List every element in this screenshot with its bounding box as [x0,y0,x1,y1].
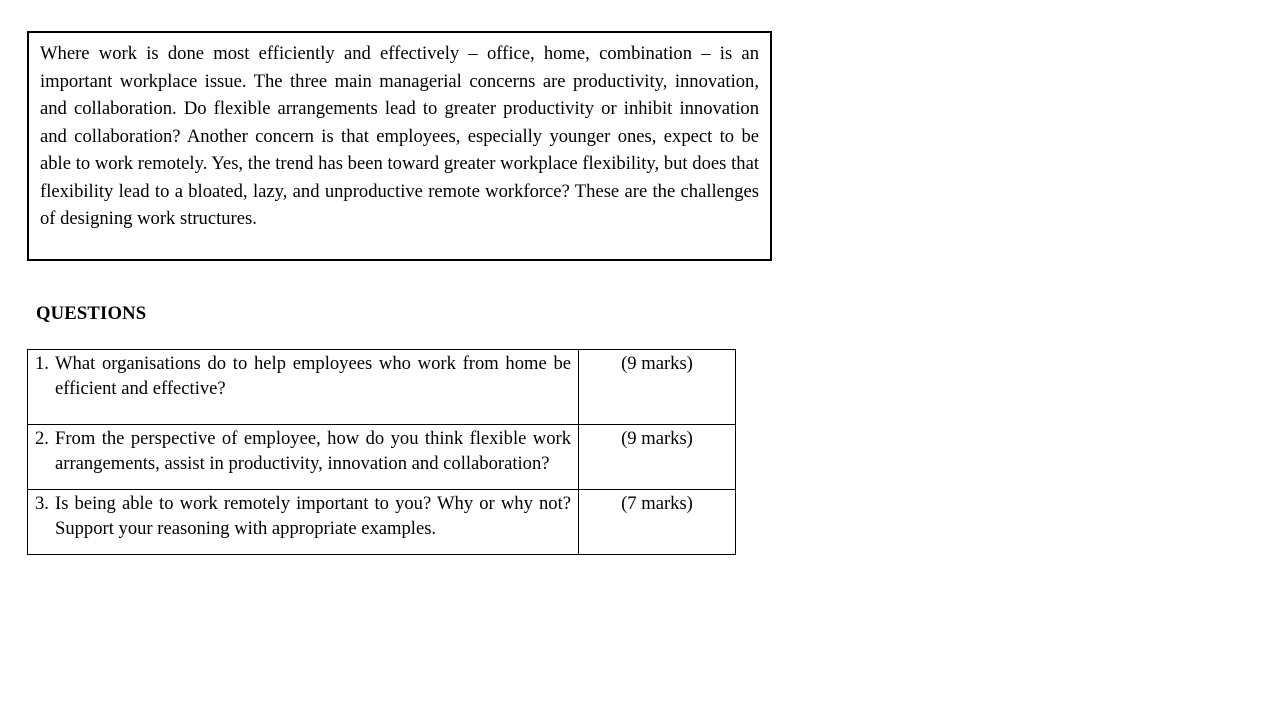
question-row [28,350,736,425]
question-text: What organisations do to help employees who work from home be efficient and effective? [55,353,571,399]
question-cell [28,490,579,555]
questions-heading: QUESTIONS [36,303,147,324]
questions-table [27,349,736,555]
question-number: 1. [35,353,49,374]
question-row [28,490,736,555]
question-number: 2. [35,428,49,449]
question-text: Is being able to work remotely important to you? Why or why not? Support your reasoning with appropriate examples. [55,493,571,539]
marks-cell: (7 marks) [579,490,736,555]
question-cell [28,425,579,490]
question-cell [28,350,579,425]
question-number: 3. [35,493,49,514]
passage-text: Where work is done most efficiently and effectively – office, home, combination – is an important workplace issue. The three main managerial concerns are productivity, innovation, and collaboration. Do flexible arrangements lead to greater productivity or inhibit innovation and collaboration? Another concern is that employees, especially younger ones, expect to be able to work remotely. Yes, the trend has been toward greater workplace flexibility, but does that flexibility lead to a bloated, lazy, and unproductive remote workforce? These are the challenges of designing work structures. [40,43,759,229]
marks-cell: (9 marks) [579,425,736,490]
question-text: From the perspective of employee, how do you think flexible work arrangements, assist in productivity, innovation and collaboration? [55,428,571,474]
marks-cell: (9 marks) [579,350,736,425]
passage-box [27,31,772,261]
question-row [28,425,736,490]
